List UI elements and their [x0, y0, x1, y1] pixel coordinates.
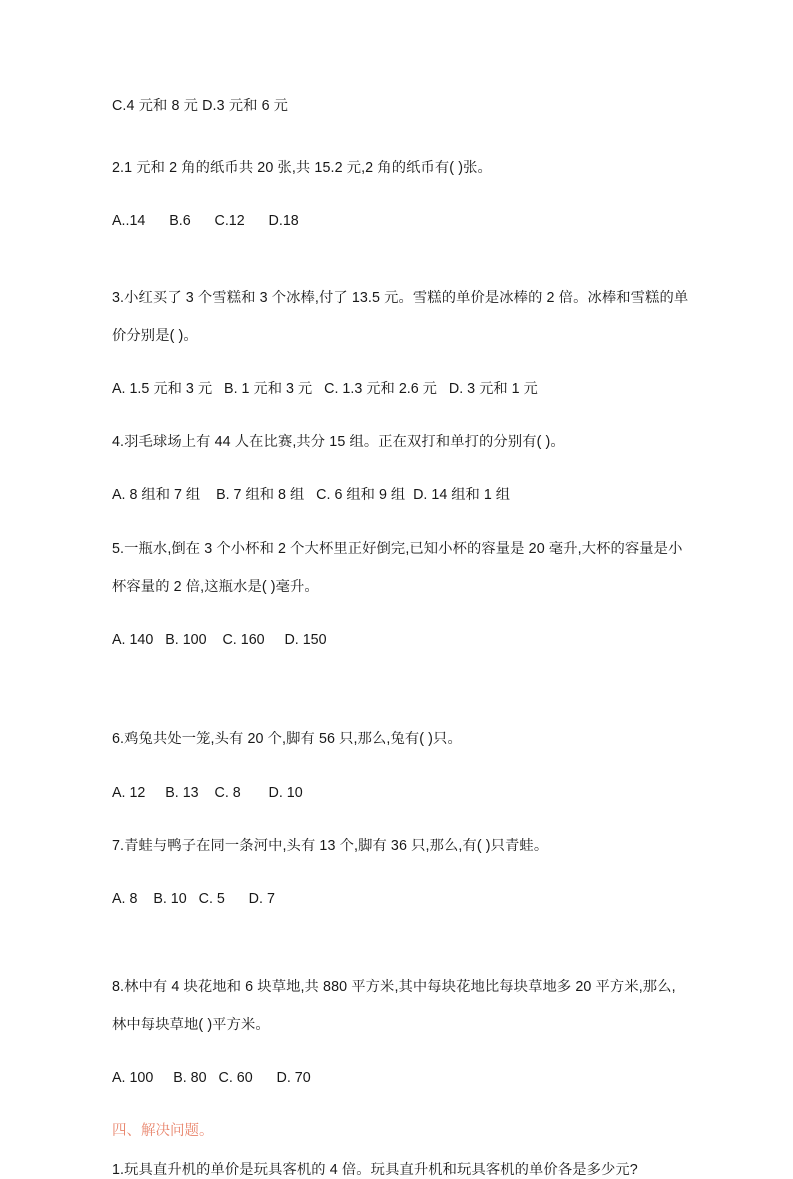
question-block-6: [112, 731, 693, 801]
gap: [112, 816, 693, 838]
gap: [112, 1140, 693, 1162]
gap: [112, 115, 693, 160]
question-2-stem: 2.1 元和 2 角的纸币共 20 张,共 15.2 元,2 角的纸币有( )张。: [112, 160, 492, 176]
question-8-options: A. 100 B. 80 C. 60 D. 70: [112, 1069, 311, 1086]
carryover-options-line: C.4 元和 8 元 D.3 元和 6 元: [112, 98, 289, 114]
gap: [112, 177, 693, 199]
question-block-3: [112, 290, 693, 398]
gap: [112, 855, 693, 877]
question-block-8: [112, 979, 693, 1087]
section-heading-four: 四、解决问题。: [112, 1123, 214, 1140]
question-block-2: [112, 160, 693, 230]
gap: [112, 307, 693, 328]
gap: [112, 996, 693, 1017]
question-2-options: A..14 B.6 C.12 D.18: [112, 213, 299, 230]
question-3-stem-line-1: 3.小红买了 3 个雪糕和 3 个冰棒,付了 13.5 元。雪糕的单价是冰棒的 2 倍。冰棒和雪糕的单: [112, 289, 689, 306]
gap: [112, 558, 693, 579]
question-3-options: A. 1.5 元和 3 元 B. 1 元和 3 元 C. 1.3 元和 2.6 元 D. 3 元和 1 元: [112, 380, 538, 397]
question-8-stem-line-1: 8.林中有 4 块花地和 6 块草地,共 880 平方米,其中每块花地比每块草地多 20 平方米,那么,: [112, 978, 676, 995]
question-block-5: [112, 541, 693, 649]
top-margin: [112, 0, 693, 98]
question-6-stem: 6.鸡兔共处一笼,头有 20 个,脚有 56 只,那么,兔有( )只。: [112, 731, 462, 748]
gap: [112, 1101, 693, 1122]
question-8-stem-line-2: 林中每块草地( )平方米。: [112, 1016, 270, 1033]
gap: [112, 245, 693, 290]
gap: [112, 1034, 693, 1056]
question-3-stem-line-2: 价分别是( )。: [112, 327, 198, 344]
question-7-stem: 7.青蛙与鸭子在同一条河中,头有 13 个,脚有 36 只,那么,有( )只青蛙。: [112, 837, 549, 854]
question-5-stem-line-2: 杯容量的 2 倍,这瓶水是( )毫升。: [112, 578, 319, 595]
gap: [112, 923, 693, 979]
question-7-options: A. 8 B. 10 C. 5 D. 7: [112, 891, 275, 908]
gap: [112, 519, 693, 541]
gap: [112, 451, 693, 473]
gap: [112, 596, 693, 618]
question-5-options: A. 140 B. 100 C. 160 D. 150: [112, 632, 327, 649]
gap: [112, 663, 693, 731]
gap: [112, 748, 693, 770]
gap: [112, 345, 693, 367]
question-4-stem: 4.羽毛球场上有 44 人在比赛,共分 15 组。正在双打和单打的分别有( )。: [112, 434, 565, 451]
question-block-7: [112, 838, 693, 908]
gap: [112, 412, 693, 434]
question-5-stem-line-1: 5.一瓶水,倒在 3 个小杯和 2 个大杯里正好倒完,已知小杯的容量是 20 毫升,大杯的容量是小: [112, 540, 683, 557]
question-4-options: A. 8 组和 7 组 B. 7 组和 8 组 C. 6 组和 9 组 D. 14 组和 1 组: [112, 487, 511, 504]
question-6-options: A. 12 B. 13 C. 8 D. 10: [112, 784, 303, 801]
question-block-4: [112, 434, 693, 504]
final-question-1: 1.玩具直升机的单价是玩具客机的 4 倍。玩具直升机和玩具客机的单价各是多少元?: [112, 1162, 638, 1179]
